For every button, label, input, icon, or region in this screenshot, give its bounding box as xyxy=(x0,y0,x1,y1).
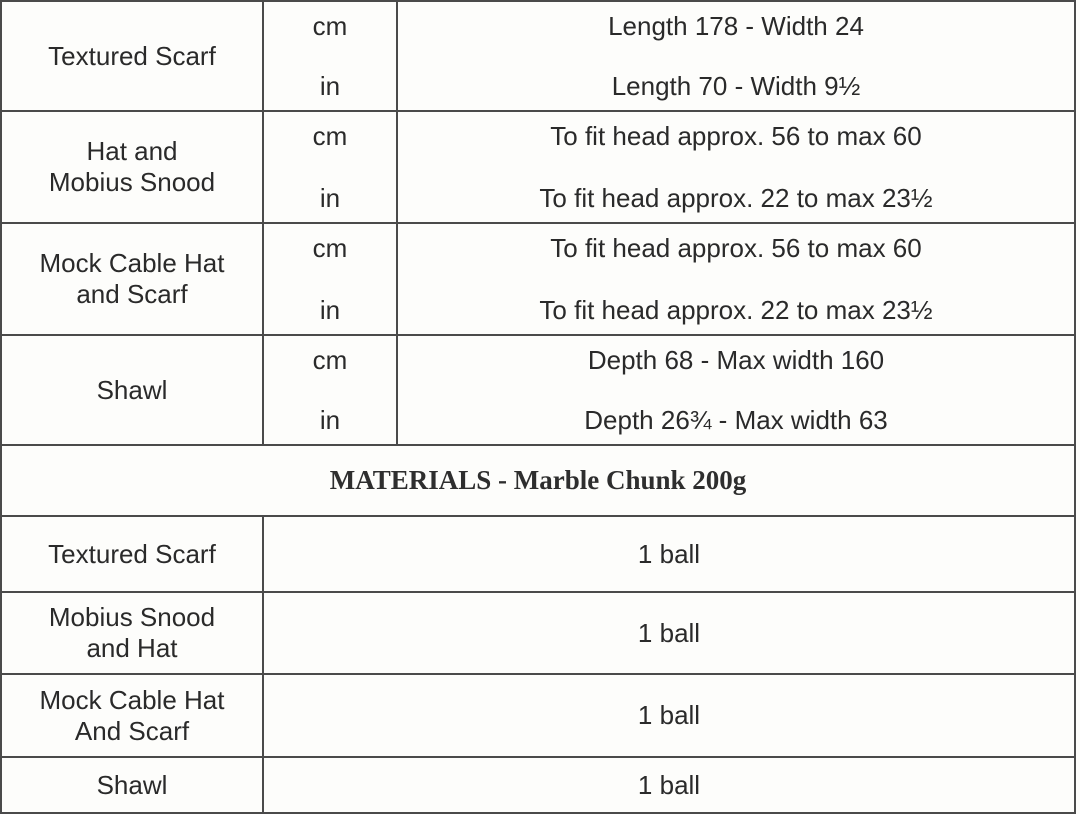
measurement-cell-in xyxy=(397,167,1075,223)
measurement-text: To fit head approx. 56 to max 60 xyxy=(550,233,922,263)
unit-cell-in xyxy=(263,390,397,445)
size-row-cm xyxy=(1,335,1075,390)
unit-label: cm xyxy=(312,121,348,151)
measurement-cell-in xyxy=(397,279,1075,335)
garment-name-cell xyxy=(1,335,263,445)
measurement-text: Depth 26¾ - Max width 63 xyxy=(584,405,888,435)
material-quantity: 1 ball xyxy=(263,674,1075,757)
unit-cell-in xyxy=(263,167,397,223)
materials-heading: MATERIALS - Marble Chunk 200g xyxy=(1,445,1075,516)
measurement-cell-in xyxy=(397,390,1075,445)
garment-name-line: and Scarf xyxy=(76,279,188,309)
garment-name-line: Hat and xyxy=(86,136,178,166)
unit-cell-in xyxy=(263,56,397,111)
material-item-name-cell xyxy=(1,757,263,813)
material-item-name-cell xyxy=(1,592,263,674)
materials-row xyxy=(1,516,1075,592)
unit-cell-cm xyxy=(263,1,397,56)
unit-cell-cm xyxy=(263,335,397,390)
unit-label: in xyxy=(319,71,341,101)
materials-heading-row xyxy=(1,445,1075,516)
material-quantity: 1 ball xyxy=(263,592,1075,674)
garment-name: Textured Scarf xyxy=(48,40,216,71)
unit-label: cm xyxy=(312,345,348,375)
materials-row xyxy=(1,592,1075,674)
measurement-cell-cm xyxy=(397,223,1075,279)
size-row-cm xyxy=(1,1,1075,56)
measurement-cell-cm xyxy=(397,111,1075,167)
unit-label: cm xyxy=(312,11,348,41)
garment-name: Shawl xyxy=(96,374,168,405)
materials-row xyxy=(1,674,1075,757)
material-quantity: 1 ball xyxy=(263,757,1075,813)
measurement-text: To fit head approx. 22 to max 23½ xyxy=(539,183,933,213)
measurement-text: To fit head approx. 56 to max 60 xyxy=(550,121,922,151)
material-item-name-cell xyxy=(1,674,263,757)
garment-name-line: Mobius Snood xyxy=(48,167,216,197)
materials-row xyxy=(1,757,1075,813)
measurement-cell-in xyxy=(397,56,1075,111)
unit-label: in xyxy=(319,405,341,435)
unit-cell-cm xyxy=(263,111,397,167)
measurement-text: Length 178 - Width 24 xyxy=(608,11,864,41)
measurement-text: Length 70 - Width 9½ xyxy=(611,71,861,101)
measurement-text: Depth 68 - Max width 160 xyxy=(587,345,885,375)
measurement-cell-cm xyxy=(397,1,1075,56)
material-item-name: Textured Scarf xyxy=(48,538,216,569)
garment-name-line: Mock Cable Hat xyxy=(39,248,225,278)
garment-name-cell xyxy=(1,111,263,223)
material-quantity: 1 ball xyxy=(263,516,1075,592)
measurement-cell-cm xyxy=(397,335,1075,390)
material-item-name-line: and Hat xyxy=(86,633,178,663)
unit-cell-cm xyxy=(263,223,397,279)
material-item-name-line: Mobius Snood xyxy=(48,602,216,632)
measurement-text: To fit head approx. 22 to max 23½ xyxy=(539,295,933,325)
material-item-name-line: And Scarf xyxy=(74,715,190,746)
material-item-name-cell xyxy=(1,516,263,592)
size-row-cm xyxy=(1,111,1075,167)
garment-name-cell xyxy=(1,223,263,335)
material-item-name-line: Mock Cable Hat xyxy=(39,684,225,715)
size-row-cm xyxy=(1,223,1075,279)
unit-label: cm xyxy=(312,233,348,263)
material-item-name: Shawl xyxy=(96,769,168,800)
garment-name-cell xyxy=(1,1,263,111)
unit-label: in xyxy=(319,295,341,325)
unit-label: in xyxy=(319,183,341,213)
unit-cell-in xyxy=(263,279,397,335)
